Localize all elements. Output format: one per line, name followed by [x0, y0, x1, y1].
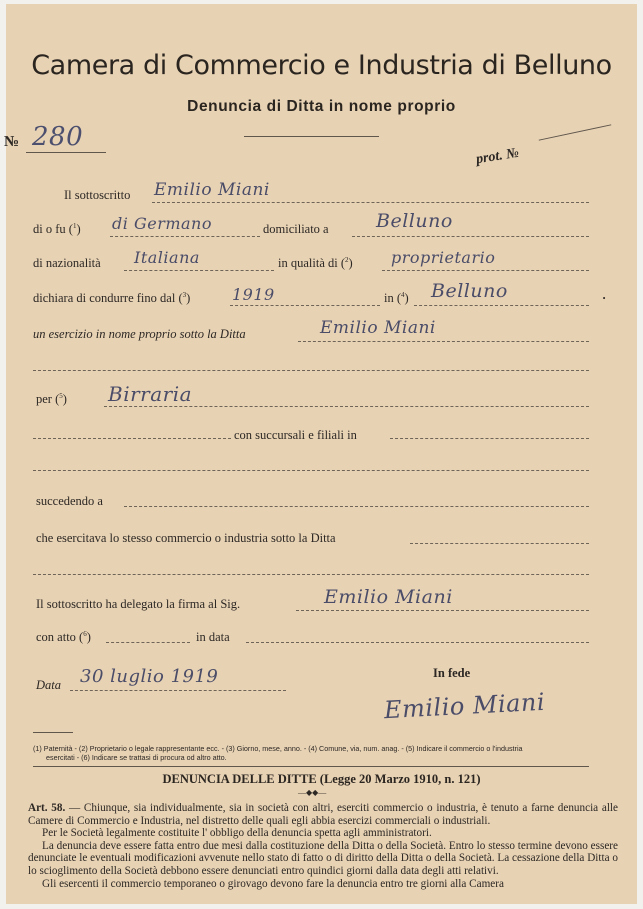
esercitava-label: che esercitava lo stesso commercio o industria sotto la Ditta [36, 531, 336, 545]
number-underline [26, 152, 106, 153]
law-text: Art. 58. — Chiunque, sia individualmente, sia in società con altri, eserciti commercio o industria, è tenuto a farne denuncia alle Camere di Commercio e Industria, nel distretto delle quali egli abbia esercizi commerciali o industriali. Per le Società legalmente costituite l' obbligo della denuncia spetta agli amministratori. La denuncia deve essere fatta entro due mesi dalla costituzione della Ditta o della Società. Entro lo stesso termine devono essere denunciate le eventuali modificazioni avvenute nello stato di fatto o di diritto della Ditta o della Società. La cessazione della Ditta o lo scioglimento della Società debbono essere denunciati entro quindici giorni dalla data degli atti relativi. Gli esercenti il commercio temporaneo o girovago devono fare la denuncia entro tre giorni alla Camera [28, 802, 619, 890]
page-title: Camera di Commercio e Industria di Belluno [31, 50, 612, 81]
succedendo-line [124, 506, 589, 507]
succedendo-label: succedendo a [36, 494, 103, 508]
in-line [414, 305, 589, 306]
difu-value: di Germano [112, 214, 212, 233]
esercitava-line [410, 543, 589, 544]
dichiara-label: dichiara di condurre fino dal ($^3$) [33, 291, 191, 306]
header-rule [244, 136, 379, 137]
succursali-line-right [390, 438, 589, 439]
page-subtitle: Denuncia di Ditta in nome proprio [187, 98, 456, 115]
esercizio-line [298, 341, 589, 342]
divider [33, 766, 589, 767]
per-line [104, 406, 589, 407]
succursali-line-left [33, 438, 231, 439]
succursali-label: con succursali e filiali in [234, 428, 357, 442]
dichiara-value: 1919 [232, 285, 275, 304]
difu-line [110, 236, 260, 237]
sottoscritto-value: Emilio Miani [154, 180, 270, 200]
difu-label: di o fu ($^1$) [33, 222, 81, 237]
delegato-line [296, 610, 589, 611]
data-label: in data [196, 630, 230, 644]
prot-underline [539, 124, 612, 140]
ornament: —◆◆— [298, 788, 327, 797]
delegato-label: Il sottoscritto ha delegato la firma al Sig. [36, 597, 241, 611]
footnote-line-2: esercitati - (6) Indicare se trattasi di procura od altro atto. [46, 753, 227, 762]
atto-label: con atto ($^6$) [36, 630, 91, 645]
nazionalita-label: di nazionalità [33, 256, 101, 270]
footnote-rule [33, 732, 73, 733]
delegato-value: Emilio Miani [324, 586, 453, 608]
atto-line [106, 642, 190, 643]
qualita-label: in qualità di ($^2$) [278, 256, 353, 271]
footnote-line-1: (1) Paternità - (2) Proprietario o legale rappresentante ecc. - (3) Giorno, mese, anno. - (4) Comune, via, num. anag. - (5) Indicare il commercio o l'industria [33, 744, 523, 753]
number-value: 280 [32, 122, 84, 152]
in-label: in ($^4$) [384, 291, 409, 306]
in-value: Belluno [431, 280, 508, 302]
nazionalita-value: Italiana [134, 248, 200, 267]
qualita-line [382, 270, 589, 271]
esercizio-label: un esercizio in nome proprio sotto la Ditta [33, 327, 246, 341]
blank-line [33, 470, 589, 471]
data-line [246, 642, 589, 643]
sottoscritto-label: Il sottoscritto [64, 188, 131, 202]
number-label: № [4, 134, 20, 150]
domiciliato-line [352, 236, 589, 237]
sottoscritto-line [152, 202, 589, 203]
domiciliato-value: Belluno [376, 210, 453, 232]
date-value: 30 luglio 1919 [80, 666, 219, 687]
qualita-value: proprietario [391, 248, 496, 267]
domiciliato-label: domiciliato a [263, 222, 329, 236]
nazionalita-line [124, 270, 274, 271]
prot-label: prot. № [475, 145, 520, 168]
blank-line [33, 574, 589, 575]
dichiara-line [230, 305, 380, 306]
per-value: Birraria [108, 382, 193, 406]
signature: Emilio Miani [383, 687, 546, 725]
esercizio-value: Emilio Miani [320, 318, 436, 338]
art-label: Art. 58. [28, 802, 66, 814]
fede-label: In fede [433, 666, 471, 680]
law-heading: DENUNCIA DELLE DITTE (Legge 20 Marzo 1910, n. 121) [162, 772, 481, 786]
date-label: Data [36, 678, 61, 692]
per-label: per ($^5$) [36, 392, 67, 407]
blank-line [33, 370, 589, 371]
margin-dot: · [602, 291, 607, 305]
form-sheet [6, 4, 637, 904]
date-line [70, 690, 286, 691]
